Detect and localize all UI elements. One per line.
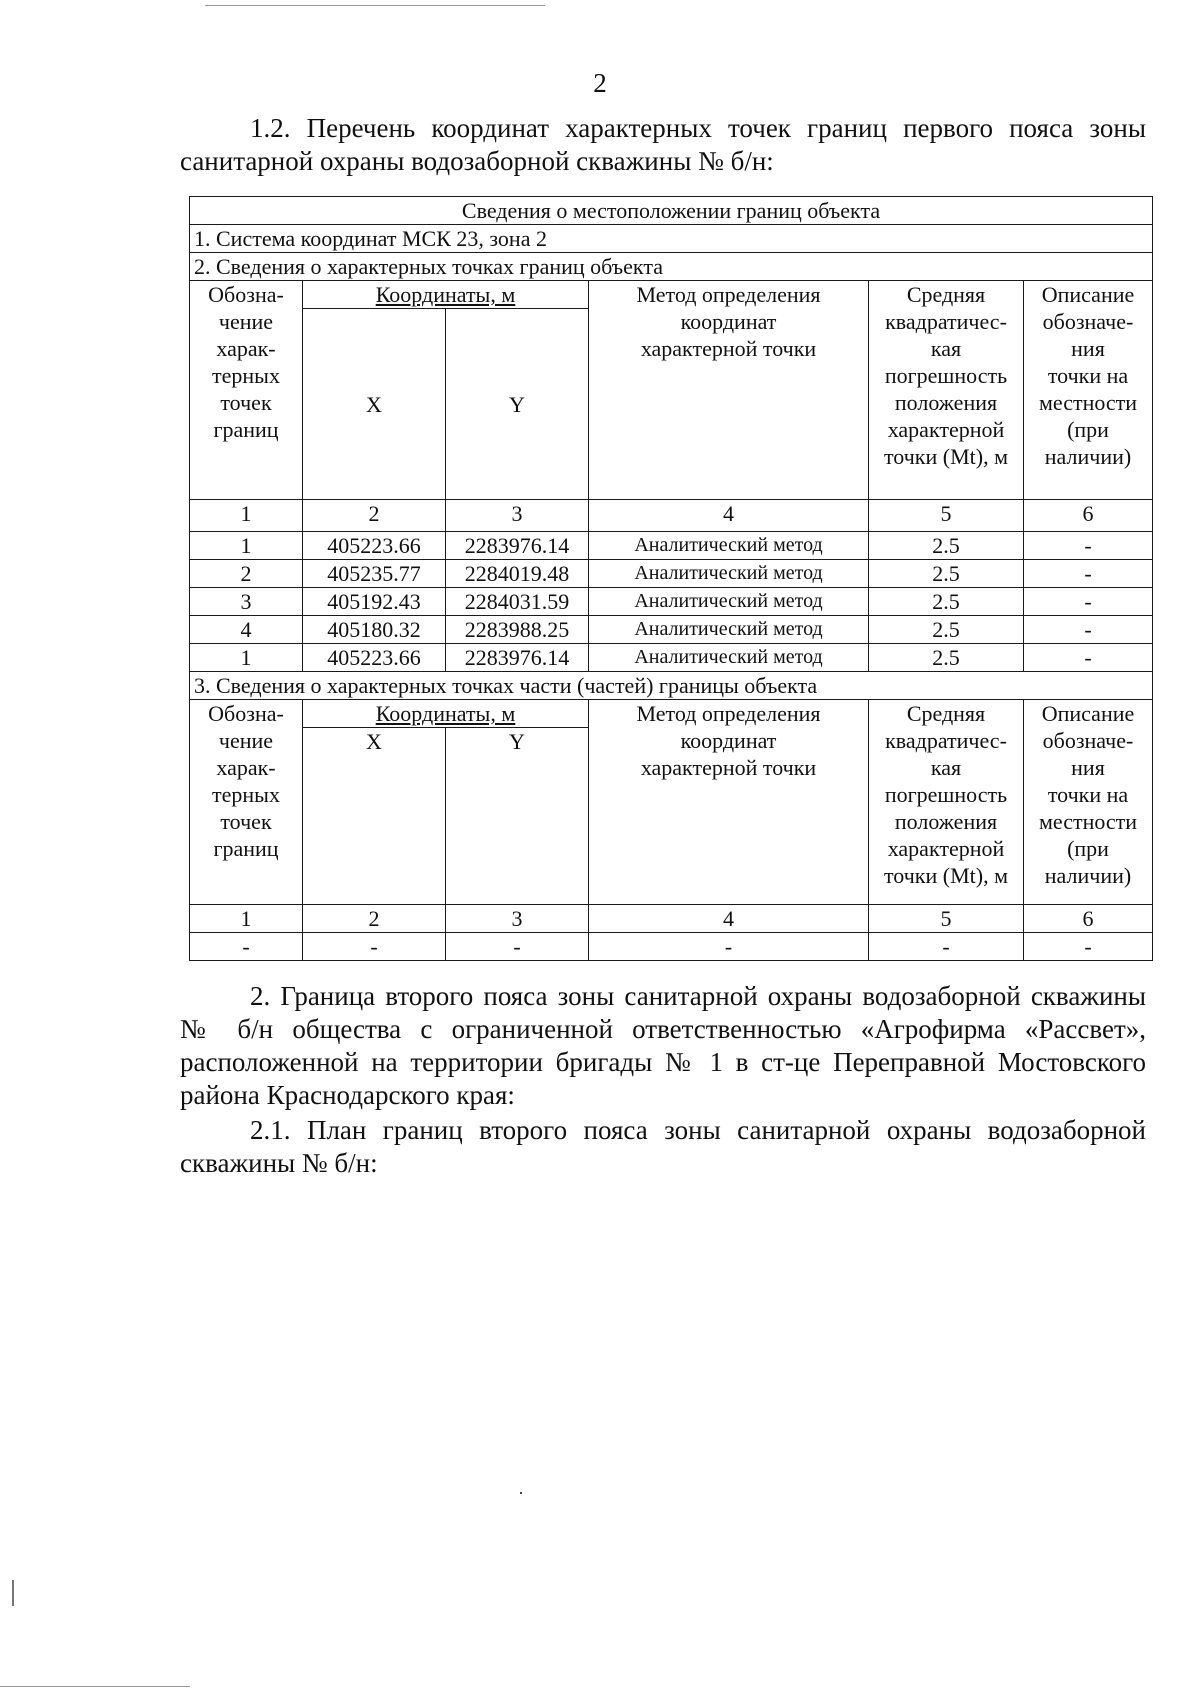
- coord-y: 2283976.14: [446, 644, 589, 672]
- coordinates-table: [189, 196, 1153, 961]
- col-number: 6: [1024, 500, 1153, 532]
- method: Аналитический метод: [589, 532, 869, 560]
- scan-artifact-bottom: [0, 1686, 190, 1687]
- error: 2.5: [869, 588, 1024, 616]
- header-y: Y: [446, 309, 589, 500]
- header-point: Обозна- чение харак- терных точек границ: [190, 700, 303, 905]
- table-row: [190, 588, 1153, 616]
- error: 2.5: [869, 616, 1024, 644]
- col-number: 2: [303, 500, 446, 532]
- table-row: [190, 644, 1153, 672]
- table-title: Сведения о местоположении границ объекта: [190, 197, 1153, 225]
- error: 2.5: [869, 560, 1024, 588]
- col-number: 5: [869, 905, 1024, 933]
- table-row: [190, 616, 1153, 644]
- section-boundary-parts: 3. Сведения о характерных точках части (частей) границы объекта: [190, 672, 1153, 700]
- table-row: [190, 532, 1153, 560]
- intro-paragraph: 1.2. Перечень координат характерных точек границ первого пояса зоны санитарной охраны водозаборной скважины № б/н:: [180, 113, 1146, 176]
- coord-y: 2283976.14: [446, 532, 589, 560]
- scan-artifact-top: [205, 5, 545, 6]
- col-number: 3: [446, 905, 589, 933]
- coord-x: 405192.43: [303, 588, 446, 616]
- point-id: 4: [190, 616, 303, 644]
- coord-y: -: [446, 933, 589, 961]
- paragraph-second-belt: 2. Граница второго пояса зоны санитарной охраны водозаборной скважины № б/н общества с ограниченной ответственностью «Агрофирма «Рассвет», расположенной на территории бригады № 1 в ст-це Переправной Мостовского района Краснодарского края:: [180, 981, 1146, 1110]
- header-x: X: [303, 728, 446, 905]
- coord-y: 2284031.59: [446, 588, 589, 616]
- method: Аналитический метод: [589, 616, 869, 644]
- header-point: Обозна- чение харак- терных точек границ: [190, 281, 303, 500]
- header-coordinates: Координаты, м: [303, 700, 589, 728]
- col-number: 4: [589, 905, 869, 933]
- description: -: [1024, 644, 1153, 672]
- page-number: 2: [593, 68, 607, 98]
- error: 2.5: [869, 532, 1024, 560]
- point-id: 3: [190, 588, 303, 616]
- point-id: -: [190, 933, 303, 961]
- header-y: Y: [446, 728, 589, 905]
- point-id: 1: [190, 532, 303, 560]
- coordinate-system-row: 1. Система координат МСК 23, зона 2: [190, 225, 1153, 253]
- header-coordinates: Координаты, м: [303, 281, 589, 309]
- col-number: 2: [303, 905, 446, 933]
- error: 2.5: [869, 644, 1024, 672]
- col-number: 6: [1024, 905, 1153, 933]
- table-row: [190, 933, 1153, 961]
- method: -: [589, 933, 869, 961]
- col-number: 5: [869, 500, 1024, 532]
- section-boundary-points: 2. Сведения о характерных точках границ объекта: [190, 253, 1153, 281]
- description: -: [1024, 616, 1153, 644]
- coord-x: 405223.66: [303, 532, 446, 560]
- table-row: [190, 560, 1153, 588]
- error: -: [869, 933, 1024, 961]
- col-number: 3: [446, 500, 589, 532]
- method: Аналитический метод: [589, 644, 869, 672]
- col-number: 1: [190, 500, 303, 532]
- method: Аналитический метод: [589, 560, 869, 588]
- paragraph-plan: 2.1. План границ второго пояса зоны санитарной охраны водозаборной скважины № б/н:: [180, 1115, 1146, 1178]
- header-method: Метод определения координат характерной точки: [589, 700, 869, 905]
- description: -: [1024, 560, 1153, 588]
- coord-y: 2284019.48: [446, 560, 589, 588]
- scan-artifact-margin: [12, 1580, 14, 1606]
- method: Аналитический метод: [589, 588, 869, 616]
- coord-x: 405223.66: [303, 644, 446, 672]
- coord-y: 2283988.25: [446, 616, 589, 644]
- description: -: [1024, 588, 1153, 616]
- point-id: 2: [190, 560, 303, 588]
- coord-x: 405235.77: [303, 560, 446, 588]
- header-error: Средняя квадратичес- кая погрешность положения характерной точки (Mt), м: [869, 700, 1024, 905]
- scan-artifact-dot: [520, 1492, 522, 1494]
- description: -: [1024, 532, 1153, 560]
- col-number: 4: [589, 500, 869, 532]
- coord-x: -: [303, 933, 446, 961]
- coord-x: 405180.32: [303, 616, 446, 644]
- description: -: [1024, 933, 1153, 961]
- header-method: Метод определения координат характерной точки: [589, 281, 869, 500]
- header-error: Средняя квадратичес- кая погрешность положения характерной точки (Mt), м: [869, 281, 1024, 500]
- point-id: 1: [190, 644, 303, 672]
- header-description: Описание обозначе- ния точки на местности (при наличии): [1024, 281, 1153, 500]
- header-x: X: [303, 309, 446, 500]
- col-number: 1: [190, 905, 303, 933]
- header-description: Описание обозначе- ния точки на местности (при наличии): [1024, 700, 1153, 905]
